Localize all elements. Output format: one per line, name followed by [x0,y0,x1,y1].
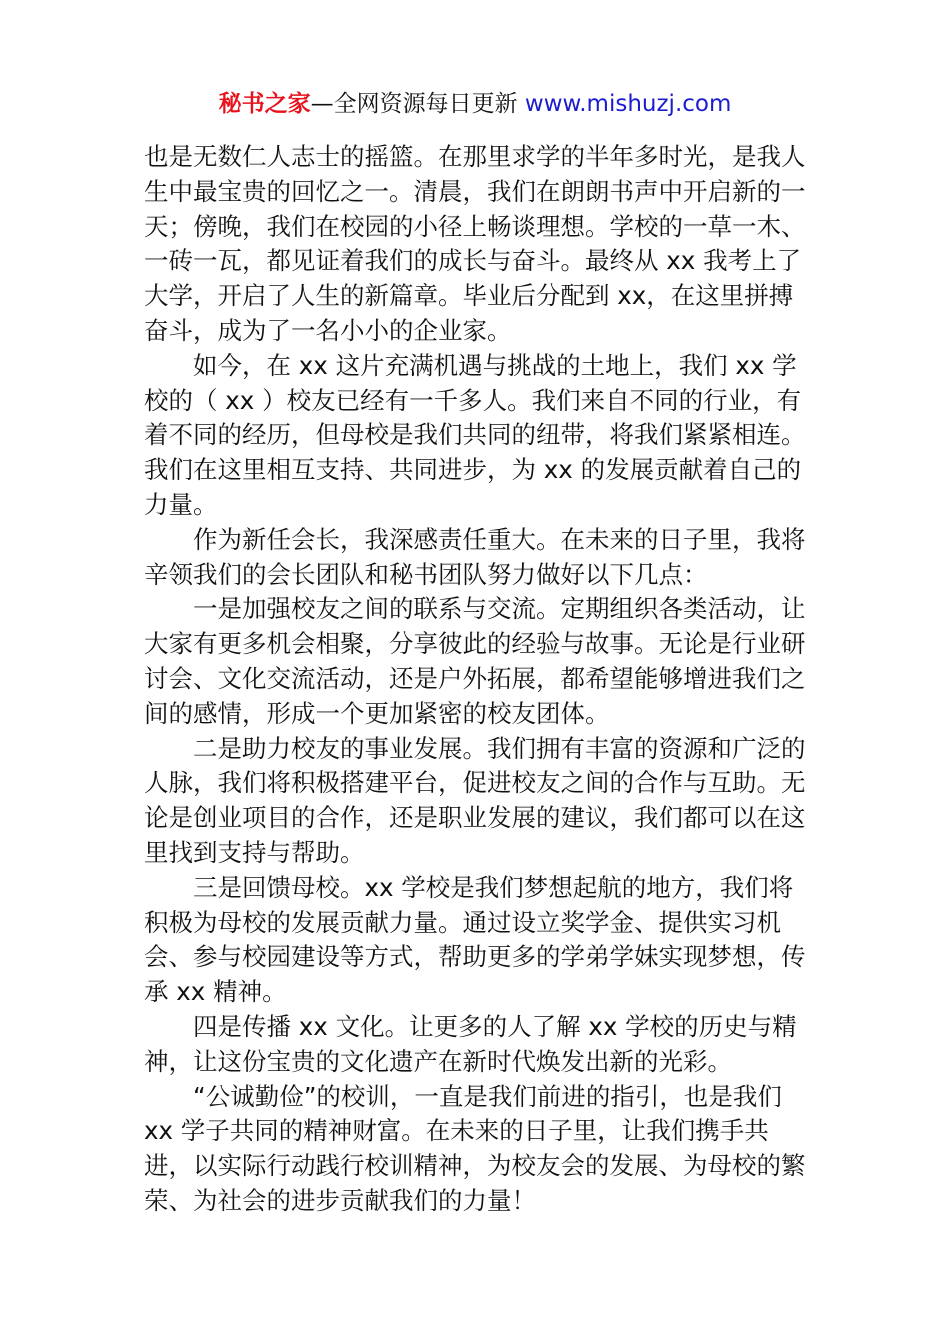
paragraph-new-president: 作为新任会长，我深感责任重大。在未来的日子里，我将辛领我们的会长团队和秘书团队努力做好以下几点： [144,524,806,589]
page-header [0,86,950,122]
paragraph-point-one: 一是加强校友之间的联系与交流。定期组织各类活动，让大家有更多机会相聚，分享彼此的经验与故事。无论是行业研讨会、文化交流活动，还是户外拓展，都希望能够增进我们之间的感情，形成一个更加紧密的校友团体。 [144,594,806,728]
paragraph-motto: “公诚勤俭”的校训，一直是我们前进的指引，也是我们 xx 学子共同的精神财富。在未来的日子里，让我们携手共进，以实际行动践行校训精神，为校友会的发展、为母校的繁荣、为社会的进步贡献我们的力量！ [144,1081,806,1215]
paragraph-continuation: 也是无数仁人志士的摇篮。在那里求学的半年多时光，是我人生中最宝贵的回忆之一。清晨，我们在朗朗书声中开启新的一天；傍晚，我们在校园的小径上畅谈理想。学校的一草一木、一砖一瓦，都见证着我们的成长与奋斗。最终从 xx 我考上了大学，开启了人生的新篇章。毕业后分配到 xx，在这里拼搏奋斗，成为了一名小小的企业家。 [144,142,806,345]
paragraph-point-four: 四是传播 xx 文化。让更多的人了解 xx 学校的历史与精神，让这份宝贵的文化遗产在新时代焕发出新的光彩。 [144,1011,797,1076]
paragraph-point-three: 三是回馈母校。xx 学校是我们梦想起航的地方，我们将积极为母校的发展贡献力量。通过设立奖学金、提供实习机会、参与校园建设等方式，帮助更多的学弟学妹实现梦想，传承 xx 精神。 [144,872,806,1007]
header-url-link[interactable]: www.mishuzj.com [524,91,732,117]
header-tagline: 全网资源每日更新 [333,91,518,117]
brand-name: 秘书之家 [218,91,311,117]
header-separator: — [310,91,334,117]
document-body [144,140,814,1219]
paragraph-point-two: 二是助力校友的事业发展。我们拥有丰富的资源和广泛的人脉，我们将积极搭建平台，促进校友之间的合作与互助。无论是创业项目的合作，还是职业发展的建议，我们都可以在这里找到支持与帮助。 [144,733,806,867]
paragraph-alumni: 如今，在 xx 这片充满机遇与挑战的土地上，我们 xx 学校的（ xx ）校友已经有一千多人。我们来自不同的行业，有着不同的经历，但母校是我们共同的纽带，将我们紧紧相连。我们在这里相互支持、共同进步，为 xx 的发展贡献着自己的力量。 [144,350,806,519]
